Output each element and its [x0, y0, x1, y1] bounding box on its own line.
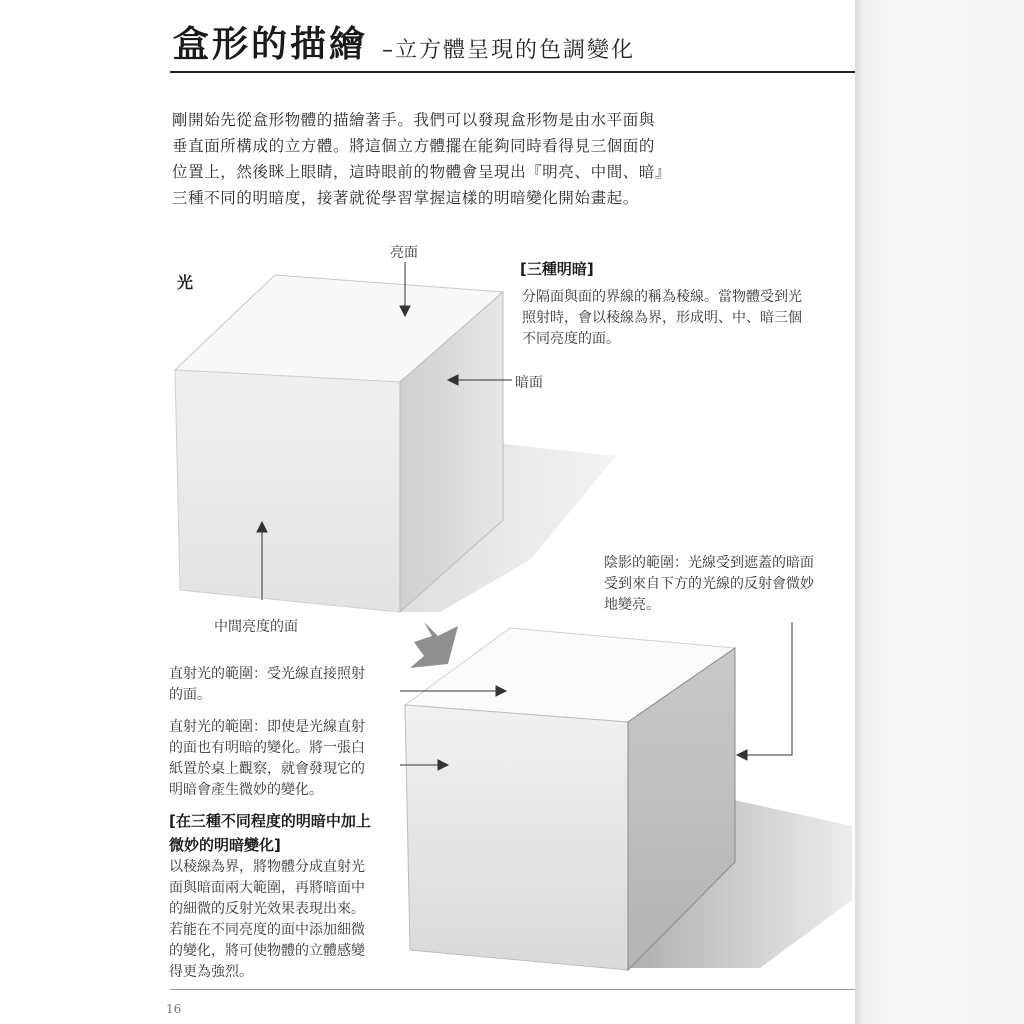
- subtle-line: 的變化，將可使物體的立體感變: [169, 943, 365, 959]
- shadow-range-line: 地變亮。: [604, 597, 660, 613]
- intro-line: 垂直面所構成的立方體。將這個立方體擺在能夠同時看得見三個面的: [172, 137, 656, 155]
- direct-light-line: 的面。: [169, 687, 211, 703]
- mid-face-label: 中間亮度的面: [214, 619, 298, 635]
- three-tones-line: 分隔面與面的界線的稱為稜線。當物體受到光: [522, 289, 802, 305]
- subtle-line: 面與暗面兩大範圍，再將暗面中: [169, 880, 365, 896]
- subtle-heading-line-1: [在三種不同程度的明暗中加上: [169, 812, 371, 830]
- three-tones-line: 不同亮度的面。: [522, 331, 620, 347]
- direct-light-line: 直射光的範圍：即使是光線直射: [169, 719, 365, 735]
- intro-line: 剛開始先從盒形物體的描繪著手。我們可以發現盒形物是由水平面與: [172, 111, 656, 129]
- page-number: 16: [166, 1002, 182, 1016]
- subtle-line: 若能在不同亮度的面中添加細微: [169, 922, 365, 938]
- three-tones-heading: [三種明暗]: [520, 260, 594, 278]
- direct-light-line: 直射光的範圍：受光線直接照射: [169, 666, 365, 682]
- direct-light-note-1: [169, 664, 365, 706]
- light-label: 光: [177, 273, 194, 292]
- dark-face-label: 暗面: [515, 375, 543, 391]
- subtle-line: 的細微的反射光效果表現出來。: [169, 901, 365, 917]
- shadow-range-guide: [745, 622, 792, 755]
- subtle-line: 以稜線為界，將物體分成直射光: [169, 859, 365, 875]
- cube-bottom-illustration: [405, 628, 852, 970]
- cube2-front-face: [405, 705, 628, 970]
- direct-light-line: 的面也有明暗的變化。將一張白: [169, 740, 365, 756]
- top-face-label: 亮面: [390, 245, 418, 261]
- page-subtitle: –立方體呈現的色調變化: [382, 38, 636, 63]
- page-title: 盒形的描繪: [173, 23, 369, 65]
- three-tones-line: 照射時，會以稜線為界，形成明、中、暗三個: [522, 310, 802, 326]
- intro-line: 位置上，然後眯上眼睛，這時眼前的物體會呈現出『明亮、中間、暗』: [172, 163, 672, 181]
- subtle-section-text: [169, 857, 365, 983]
- direct-light-line: 明暗會產生微妙的變化。: [169, 782, 323, 798]
- direct-light-note-2: [169, 717, 365, 801]
- subtle-heading-line-2: 微妙的明暗變化]: [169, 836, 281, 854]
- subtle-line: 得更為強烈。: [169, 964, 253, 980]
- three-tones-text: [522, 287, 802, 350]
- direct-light-line: 紙置於桌上觀察，就會發現它的: [169, 761, 365, 777]
- shadow-range-note: [604, 553, 814, 616]
- cube1-front-face: [175, 370, 400, 612]
- intro-line: 三種不同的明暗度，接著就從學習掌握這樣的明暗變化開始畫起。: [172, 189, 639, 207]
- transition-arrow-icon: [410, 622, 458, 668]
- shadow-range-line: 陰影的範圍：光線受到遮蓋的暗面: [604, 555, 814, 571]
- shadow-range-line: 受到來自下方的光線的反射會微妙: [604, 576, 814, 592]
- bottom-rule: [170, 989, 855, 990]
